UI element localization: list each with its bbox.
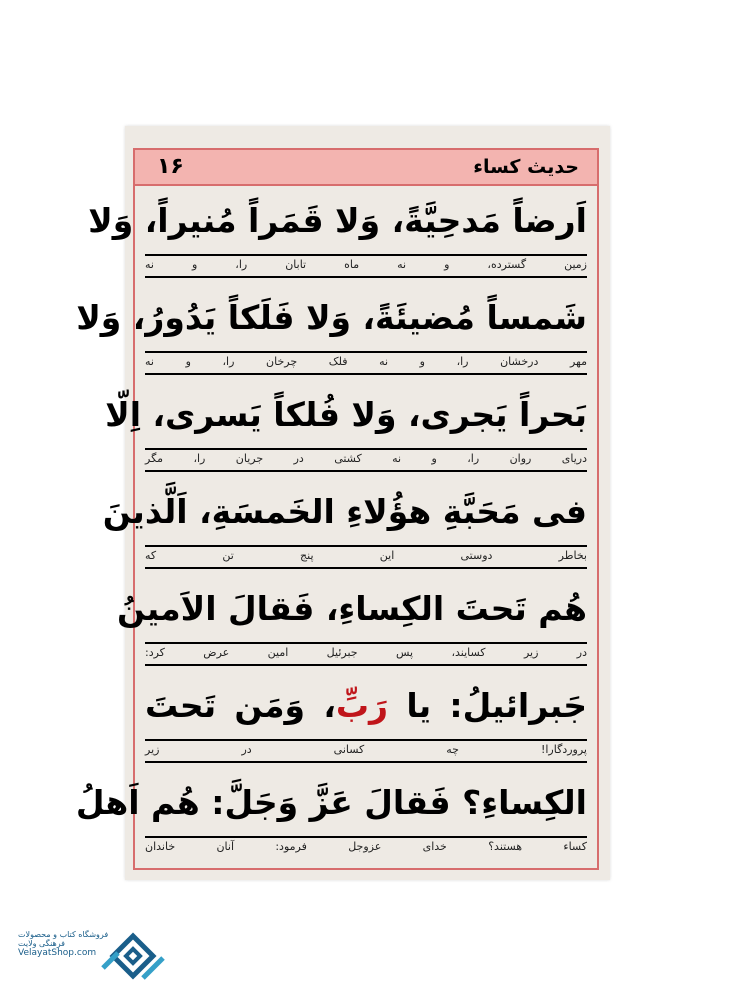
arabic-line: فی مَحَبَّةِ هؤُلاءِ الخَمسَةِ، اَلَّذینَ <box>102 492 587 531</box>
text-line <box>105 388 587 485</box>
text-line <box>117 582 587 679</box>
persian-translation: دریای روان را، و نه کشتی در جریان را، مگر <box>145 452 587 465</box>
shop-url: VelayatShop.com <box>18 948 97 958</box>
arabic-line: شَمساً مُضیئَةً، وَلا فَلَکاً یَدُورُ، وَلا <box>76 298 587 337</box>
text-body <box>75 194 587 873</box>
rule-line <box>145 276 587 278</box>
page-title: حدیث کساء <box>473 156 579 178</box>
arabic-line: هُم تَحتَ الکِساءِ، فَقالَ الاَمینُ <box>117 589 587 628</box>
text-line <box>88 194 587 291</box>
arabic-line <box>145 679 587 733</box>
arabic-line: الکِساءِ؟ فَقالَ عَزَّ وَجَلَّ: هُم اَهلُ <box>75 783 587 822</box>
page-frame <box>75 148 599 870</box>
persian-translation: در زیر کسایند، پس جبرئیل امین عرض کرد: <box>145 646 587 659</box>
persian-translation: مهر درخشان را، و نه فلک چرخان را، و نه <box>145 355 587 368</box>
rule-line <box>145 761 587 763</box>
arabic-text: ، وَمَن تَحتَ <box>145 686 336 725</box>
text-line <box>145 679 587 776</box>
arabic-line: بَحراً یَجری، وَلا فُلکاً یَسری، اِلّا <box>105 395 587 434</box>
persian-translation: بخاطر دوستی این پنج تن که <box>145 549 587 562</box>
shop-logo <box>18 918 168 988</box>
arabic-text: جَبرائیلُ: یا <box>388 686 587 725</box>
page-header <box>135 150 597 186</box>
text-line <box>102 485 587 582</box>
page-number: ۱۶ <box>157 154 184 179</box>
persian-translation: زمین گسترده، و نه ماه تابان را، و نه <box>145 258 587 271</box>
highlighted-word: رَبِّ <box>335 686 389 725</box>
shop-name: فروشگاه کتاب و محصولات فرهنگی ولایت <box>18 930 109 948</box>
arabic-line: اَرضاً مَدحِیَّةً، وَلا قَمَراً مُنیراً، وَلا <box>88 201 587 240</box>
rule-line <box>145 373 587 375</box>
rule-line <box>145 470 587 472</box>
persian-translation: پروردگارا! چه کسانی در زیر <box>145 743 587 756</box>
persian-translation: کساء هستند؟ خدای عزوجل فرمود: آنان خاندان <box>145 840 587 853</box>
book-page <box>75 126 610 880</box>
text-line <box>75 776 587 873</box>
rule-line <box>145 664 587 666</box>
text-line <box>76 291 587 388</box>
rule-line <box>145 567 587 569</box>
